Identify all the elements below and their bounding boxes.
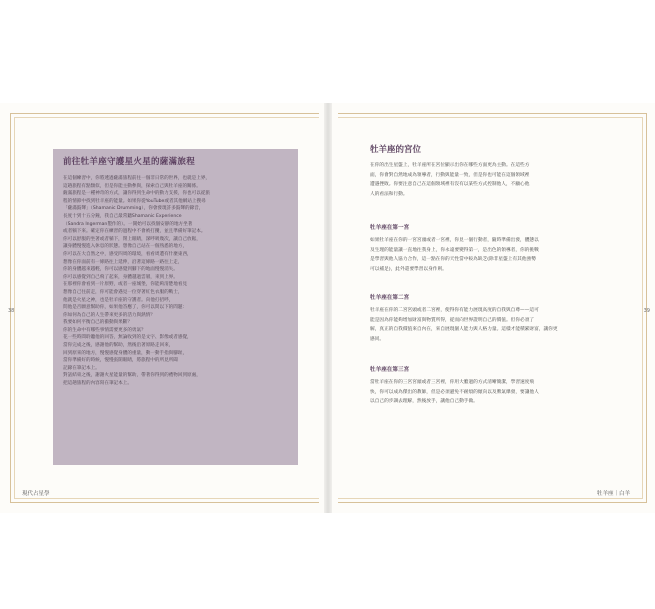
- subsection-title: 牡羊座在第二宮: [370, 295, 410, 301]
- text-line: 面，你會對自然地成為領導者，行動與能量一致，但是你也可能在這個領域裡: [370, 172, 530, 178]
- text-line: 牡羊座在你的二宮宮頭或者二宮裡，使得你有能力展現高度的自我與自尊——這可: [370, 308, 539, 313]
- box-line: 薩滿旅程是一種神奇的方式，讓你得到生命中的動力支援，你也可以從旅: [63, 191, 211, 197]
- box-line: 長度十到十五分鐘，我自己最常聽Shamanic Experience: [63, 213, 182, 219]
- box-line: 你可以在大自然之中，感受四周的環境，看看周遭有什麼東西，: [63, 251, 192, 257]
- box-line: 想像在你面前有一條路往上延伸，沿著這條路一路往上走，: [63, 259, 183, 265]
- running-footer-right: 牡羊座｜白羊: [596, 491, 630, 497]
- text-line: 及生理的能量讓一直地往我身上，你永遠要變得第一，是出色的領導者，你的挑戰: [370, 247, 539, 253]
- box-line: 花一些時間聆聽他的回答，無論收到的是文字、影像或者感覺，: [63, 335, 192, 341]
- right-page: [328, 103, 655, 513]
- box-line: 在這個練習中，你將透過薩滿旅程前往一個非日常的世界，也就是上界，: [63, 176, 211, 181]
- box-line: 當你完成之後，感謝他的幫助，然後沿著原路走回來，: [63, 343, 174, 349]
- box-line: 你可以感覺到自己飛了起來，身體越過雲層，來到上界。: [63, 274, 178, 280]
- box-line: 你可以舒服的坐著或者躺下，閉上眼睛，深呼吸幾次，讓自己放鬆，: [63, 236, 201, 242]
- page-number-left: 38: [8, 308, 15, 314]
- text-line: 當牡羊座在你的三宮宮頭或者三宮裡，你用大膽過的方式清晰簡潔，學習速度飛: [370, 380, 535, 385]
- section-title: 牡羊座的宮位: [370, 145, 422, 155]
- box-line: 你如何為自己的人生帶來更多的活力與熱情？: [63, 312, 155, 318]
- subsection-title: 牡羊座在第一宮: [370, 225, 410, 231]
- box-line: 你的生命中有哪些事情需要更多的勇氣？: [63, 327, 146, 333]
- box-title: 前往牡羊座守護星火星的薩滿旅程: [63, 157, 196, 167]
- box-line: 程的情節中找到牡羊座的能量。如果你從YouTube或者其他網站上搜尋: [63, 198, 206, 204]
- box-line: 記錄在筆記本上。: [63, 365, 100, 371]
- box-line: 對話結束之後，謝謝火星能量的幫助，帶著你得到的禮物回到原處，: [63, 373, 201, 379]
- box-text: [63, 175, 288, 388]
- box-line: 「薩滿鼓聲」（Shamanic Drumming），你會發現許多鼓聲的錄音，: [63, 206, 204, 212]
- text-line: 能是因為你能夠增加財富與物質所得，從而向世界證明自己的價值。但你必須了: [370, 317, 535, 323]
- text-line: 可以補足)，此外還要學習以身作則。: [370, 266, 447, 272]
- page-number-right: 39: [643, 308, 650, 314]
- box-line: 回到原來的地方，慢慢感覺身體的重量，動一動手指與腳趾，: [63, 350, 188, 356]
- house-paragraph: [370, 378, 560, 407]
- text-line: 人的看法和行動。: [370, 191, 408, 197]
- box-line: 當你準備好的時候，慢慢張開眼睛，將旅程中的所見所聞: [63, 358, 178, 364]
- box-line: 把這趟旅程的內容寫在筆記本上。: [63, 381, 132, 387]
- box-line: 或者躺下來。確定你在練習的過程中不會被打擾，並且準備好筆記本。: [63, 229, 206, 235]
- house-paragraph: [370, 306, 560, 344]
- box-line: 這趟旅程有點類似，但是你能主動參與，探索自己與牡羊座的關係。: [63, 183, 201, 189]
- box-line: 在那裡你會看到一片原野，或者一座城堡，你能夠清楚地看見: [63, 282, 188, 288]
- box-line: 想像自己往前走，你可能會遇見一位穿著紅色衣服的戰士，: [63, 289, 183, 295]
- box-line: 他就是火星之神，也是牡羊座的守護者。向他打招呼，: [63, 297, 174, 303]
- book-spread: [0, 103, 655, 513]
- box-line: 讓身體慢慢進入休息的狀態。想像自己站在一個熟悉的地方，: [63, 244, 188, 250]
- house-paragraph: [370, 236, 560, 274]
- text-line: 快，你可以成為傑出的教師，但是必須避免不耐煩的傾向以及脾氣爆發，要讓他人: [370, 389, 539, 395]
- running-footer-left: 現代占星學: [22, 491, 50, 497]
- left-page: [0, 103, 327, 513]
- box-line: （Sandra Ingerman製作的）。一開始可以找個安靜的地方坐著: [63, 221, 193, 227]
- box-line: 我要如何平衡自己的衝動與果斷？: [63, 320, 132, 326]
- box-line: 問他是否願意幫助你，如果他答應了，你可以問以下的問題：: [63, 305, 188, 311]
- text-line: 以自己的步調去理解，然後放手，讓他自己動手做。: [370, 399, 478, 405]
- box-line: 你的身體越來越輕，你可以感覺到腳下的地面慢慢消失。: [63, 267, 178, 273]
- intro-paragraph: [370, 161, 560, 199]
- text-line: 在你的出生星盤上，牡羊座所在宮位顯示出你在哪些方面更為主動。在這些方: [370, 163, 530, 168]
- text-line: 感同。: [370, 336, 385, 342]
- text-line: 遭遇挫敗。你要注意自己在這個領域裡有沒有以某些方式控制他人，不顧心他: [370, 182, 530, 188]
- sidebar-box: [53, 149, 298, 465]
- subsection-title: 牡羊座在第三宮: [370, 367, 410, 373]
- text-line: 是學習與他人協力合作，這一點在你的天性當中較為缺乏(除非星盤上有其他強勢: [370, 257, 536, 263]
- text-line: 如果牡羊座在你的一宮宮頭或者一宮裡，你見一個行動者，隨時準備出發，體態以: [370, 238, 539, 243]
- text-line: 解，真正的自我價值來自內在，來自展現個人能力與人格力量。這樣才能積累財富，讓你更: [370, 327, 558, 333]
